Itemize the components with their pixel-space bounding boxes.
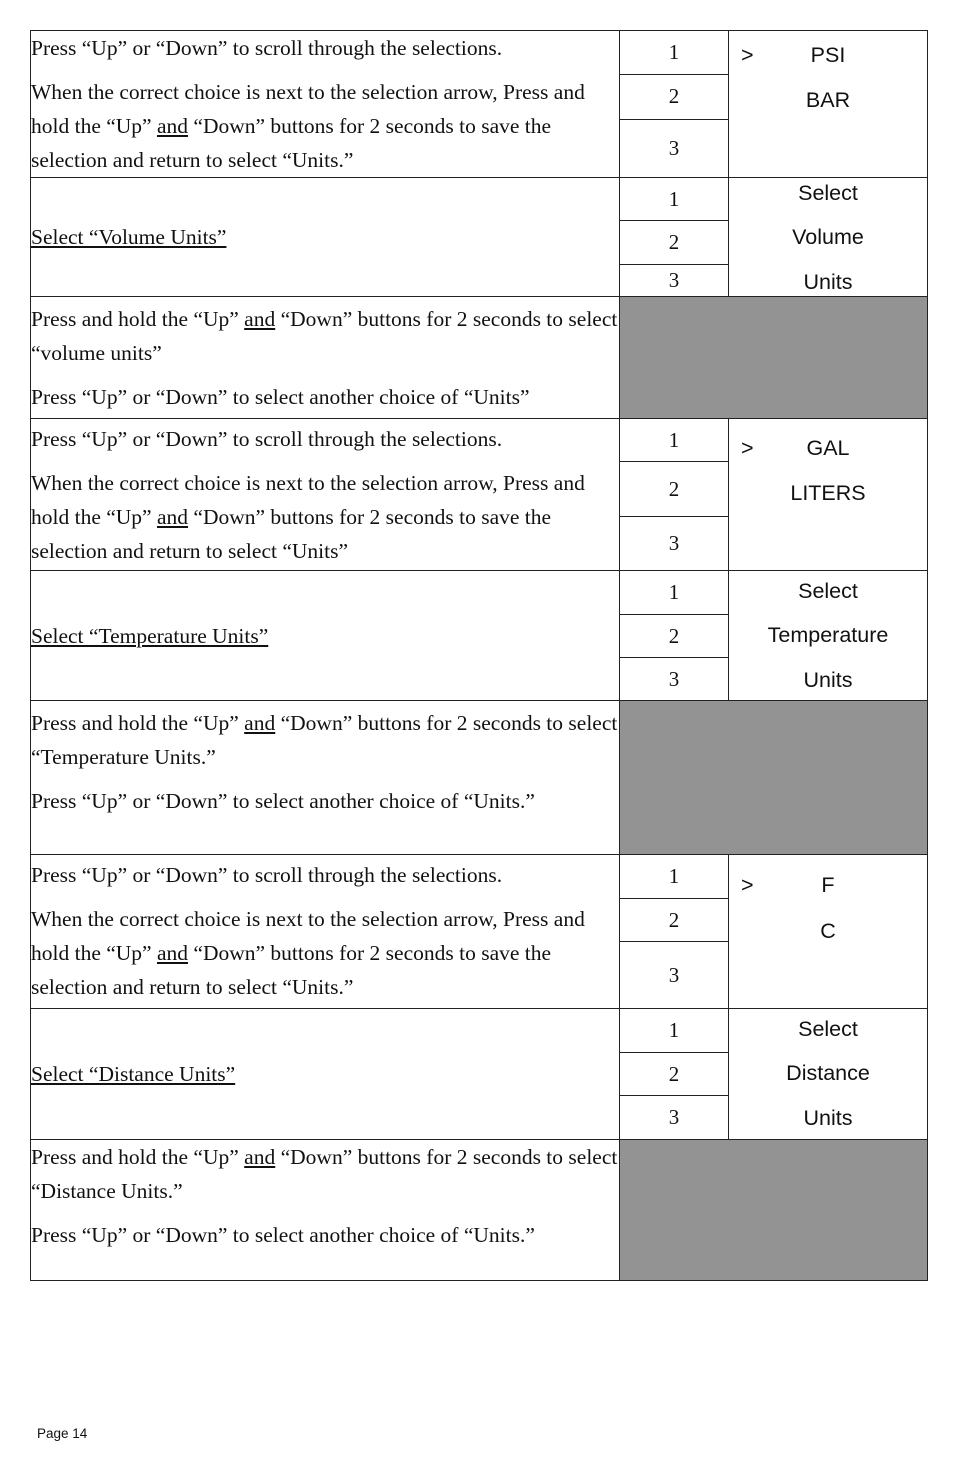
step-number: 1 xyxy=(620,419,729,462)
option-gal: GAL xyxy=(806,436,850,460)
selection-arrow: > xyxy=(741,436,754,460)
option-f: F xyxy=(821,873,835,897)
option-liters: LITERS xyxy=(790,481,866,505)
display-line: Units xyxy=(803,270,853,294)
instruction-text: Press and hold the “Up” and “Down” buttons for 2 seconds to select “Distance Units.” xyxy=(31,1145,618,1203)
step-number: 3 xyxy=(620,658,729,701)
instruction-text: Press “Up” or “Down” to scroll through the selections. xyxy=(31,427,503,451)
temperature-select-label: Select “Temperature Units” xyxy=(31,571,620,701)
instruction-text: When the correct choice is next to the selection arrow, Press and hold the “Up” and “Down” buttons for 2 seconds to save the selection and return to select “Units.” xyxy=(31,80,585,172)
option-bar: BAR xyxy=(805,88,851,112)
volume-hold-instructions xyxy=(31,297,620,419)
step-number: 1 xyxy=(620,855,729,899)
display-line: Temperature xyxy=(767,623,889,647)
temperature-scroll-instructions xyxy=(31,855,620,1009)
shaded-cell xyxy=(620,297,928,419)
distance-hold-instructions xyxy=(31,1140,620,1281)
display-select-temperature xyxy=(729,571,928,701)
display-line: Volume xyxy=(792,225,864,249)
display-select-distance xyxy=(729,1009,928,1140)
instruction-text: Press and hold the “Up” and “Down” buttons for 2 seconds to select “Temperature Units.” xyxy=(31,711,618,769)
selection-arrow: > xyxy=(741,873,754,897)
instruction-text: Press “Up” or “Down” to scroll through the selections. xyxy=(31,863,503,887)
display-line: Select xyxy=(798,181,858,205)
step-number: 2 xyxy=(620,1053,729,1096)
volume-select-label: Select “Volume Units” xyxy=(31,178,620,297)
step-number: 1 xyxy=(620,1009,729,1053)
step-number: 2 xyxy=(620,221,729,265)
display-volume-options xyxy=(729,419,928,571)
selection-arrow: > xyxy=(741,43,754,67)
step-number: 3 xyxy=(620,119,729,177)
temperature-hold-instructions xyxy=(31,701,620,855)
distance-select-label: Select “Distance Units” xyxy=(31,1009,620,1140)
step-number: 3 xyxy=(620,942,729,1009)
instruction-text: Press and hold the “Up” and “Down” buttons for 2 seconds to select “volume units” xyxy=(31,307,618,365)
display-line: Units xyxy=(803,668,853,692)
volume-scroll-instructions xyxy=(31,419,620,571)
display-temperature-options xyxy=(729,855,928,1009)
pressure-scroll-instructions xyxy=(31,31,620,178)
instruction-text: Press “Up” or “Down” to scroll through the selections. xyxy=(31,36,503,60)
step-number: 1 xyxy=(620,178,729,221)
instruction-text: Press “Up” or “Down” to select another choice of “Units.” xyxy=(31,1223,535,1247)
instruction-text: When the correct choice is next to the selection arrow, Press and hold the “Up” and “Down” buttons for 2 seconds to save the selection and return to select “Units” xyxy=(31,471,585,563)
shaded-cell xyxy=(620,701,928,855)
option-psi: PSI xyxy=(810,43,846,67)
page-number: Page 14 xyxy=(37,1426,88,1441)
display-select-volume xyxy=(729,178,928,297)
step-number: 1 xyxy=(620,571,729,615)
step-number: 2 xyxy=(620,462,729,517)
step-number: 2 xyxy=(620,899,729,942)
display-line: Select xyxy=(798,579,858,603)
step-number: 3 xyxy=(620,265,729,297)
option-c: C xyxy=(820,919,836,943)
step-number: 2 xyxy=(620,615,729,658)
shaded-cell xyxy=(620,1140,928,1281)
step-number: 3 xyxy=(620,517,729,571)
instruction-text: Press “Up” or “Down” to select another choice of “Units.” xyxy=(31,789,535,813)
instruction-table xyxy=(30,30,928,1281)
display-line: Units xyxy=(803,1106,853,1130)
step-number: 1 xyxy=(620,31,729,75)
display-pressure-options xyxy=(729,31,928,178)
display-line: Distance xyxy=(786,1061,870,1085)
display-line: Select xyxy=(798,1017,858,1041)
step-number: 2 xyxy=(620,74,729,119)
instruction-text: Press “Up” or “Down” to select another choice of “Units” xyxy=(31,385,530,409)
step-number: 3 xyxy=(620,1096,729,1140)
instruction-text: When the correct choice is next to the selection arrow, Press and hold the “Up” and “Down” buttons for 2 seconds to save the selection and return to select “Units.” xyxy=(31,907,585,999)
